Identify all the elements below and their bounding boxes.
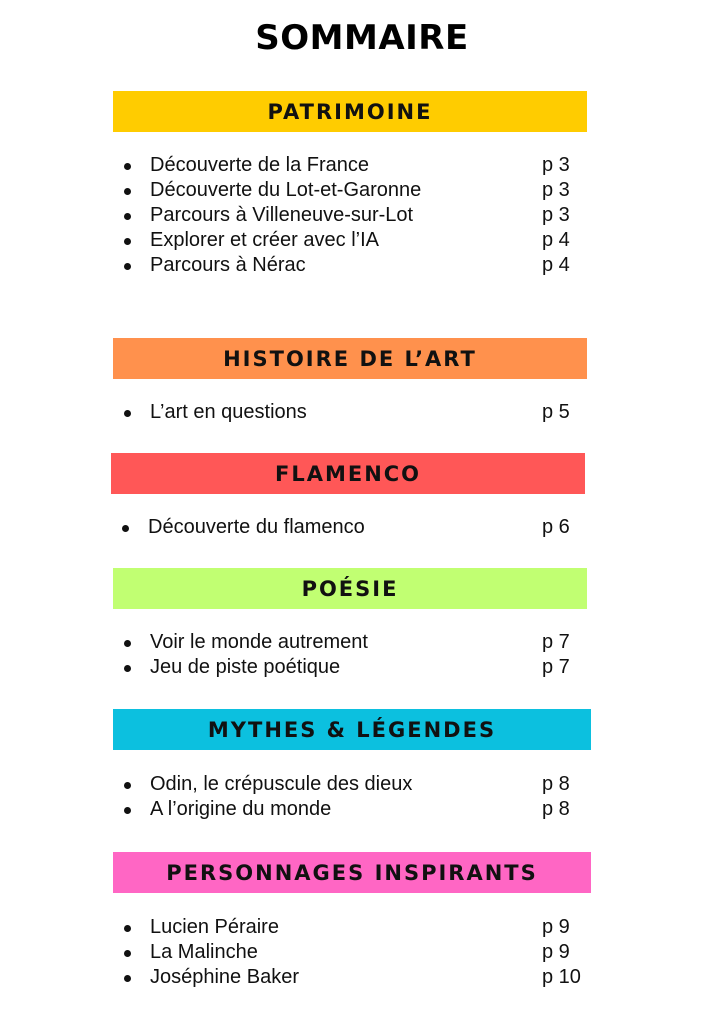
item-label: Jeu de piste poétique — [150, 656, 341, 678]
item-page: p 8 — [542, 773, 570, 795]
item-page: p 6 — [542, 516, 570, 538]
item-label: Voir le monde autrement — [150, 631, 368, 653]
item-page: p 3 — [542, 179, 570, 201]
bullet-icon — [124, 807, 131, 814]
item-label: Explorer et créer avec l’IA — [150, 229, 379, 251]
section-header-poesie: POÉSIE — [113, 568, 587, 609]
item-label: Lucien Péraire — [150, 916, 279, 938]
bullet-icon — [124, 238, 131, 245]
bullet-icon — [124, 410, 131, 417]
bullet-icon — [124, 975, 131, 982]
item-page: p 9 — [542, 941, 570, 963]
section-header-flamenco: FLAMENCO — [111, 453, 585, 494]
item-page: p 8 — [542, 798, 570, 820]
item-label: Découverte de la France — [150, 154, 370, 176]
bullet-icon — [124, 665, 131, 672]
item-label: L’art en questions — [150, 401, 307, 423]
item-page: p 3 — [542, 204, 570, 226]
bullet-icon — [124, 925, 131, 932]
section-header-histoire: HISTOIRE DE L’ART — [113, 338, 587, 379]
item-label: Odin, le crépuscule des dieux — [150, 773, 413, 795]
item-page: p 7 — [542, 656, 570, 678]
item-label: Découverte du flamenco — [148, 516, 365, 538]
bullet-icon — [124, 188, 131, 195]
bullet-icon — [124, 213, 131, 220]
bullet-icon — [124, 950, 131, 957]
item-page: p 5 — [542, 401, 570, 423]
bullet-icon — [122, 525, 129, 532]
section-header-mythes: MYTHES & LÉGENDES — [113, 709, 591, 750]
item-label: Parcours à Villeneuve-sur-Lot — [150, 204, 414, 226]
bullet-icon — [124, 163, 131, 170]
item-label: La Malinche — [150, 941, 258, 963]
section-header-patrimoine: PATRIMOINE — [113, 91, 587, 132]
item-page: p 9 — [542, 916, 570, 938]
page-title: SOMMAIRE — [255, 18, 469, 58]
bullet-icon — [124, 782, 131, 789]
item-label: Joséphine Baker — [150, 966, 299, 988]
item-label: Parcours à Nérac — [150, 254, 306, 276]
section-header-personnages: PERSONNAGES INSPIRANTS — [113, 852, 591, 893]
item-page: p 4 — [542, 229, 570, 251]
item-label: A l’origine du monde — [150, 798, 332, 820]
bullet-icon — [124, 640, 131, 647]
item-page: p 10 — [542, 966, 581, 988]
item-label: Découverte du Lot-et-Garonne — [150, 179, 422, 201]
item-page: p 4 — [542, 254, 570, 276]
item-page: p 7 — [542, 631, 570, 653]
item-page: p 3 — [542, 154, 570, 176]
bullet-icon — [124, 263, 131, 270]
